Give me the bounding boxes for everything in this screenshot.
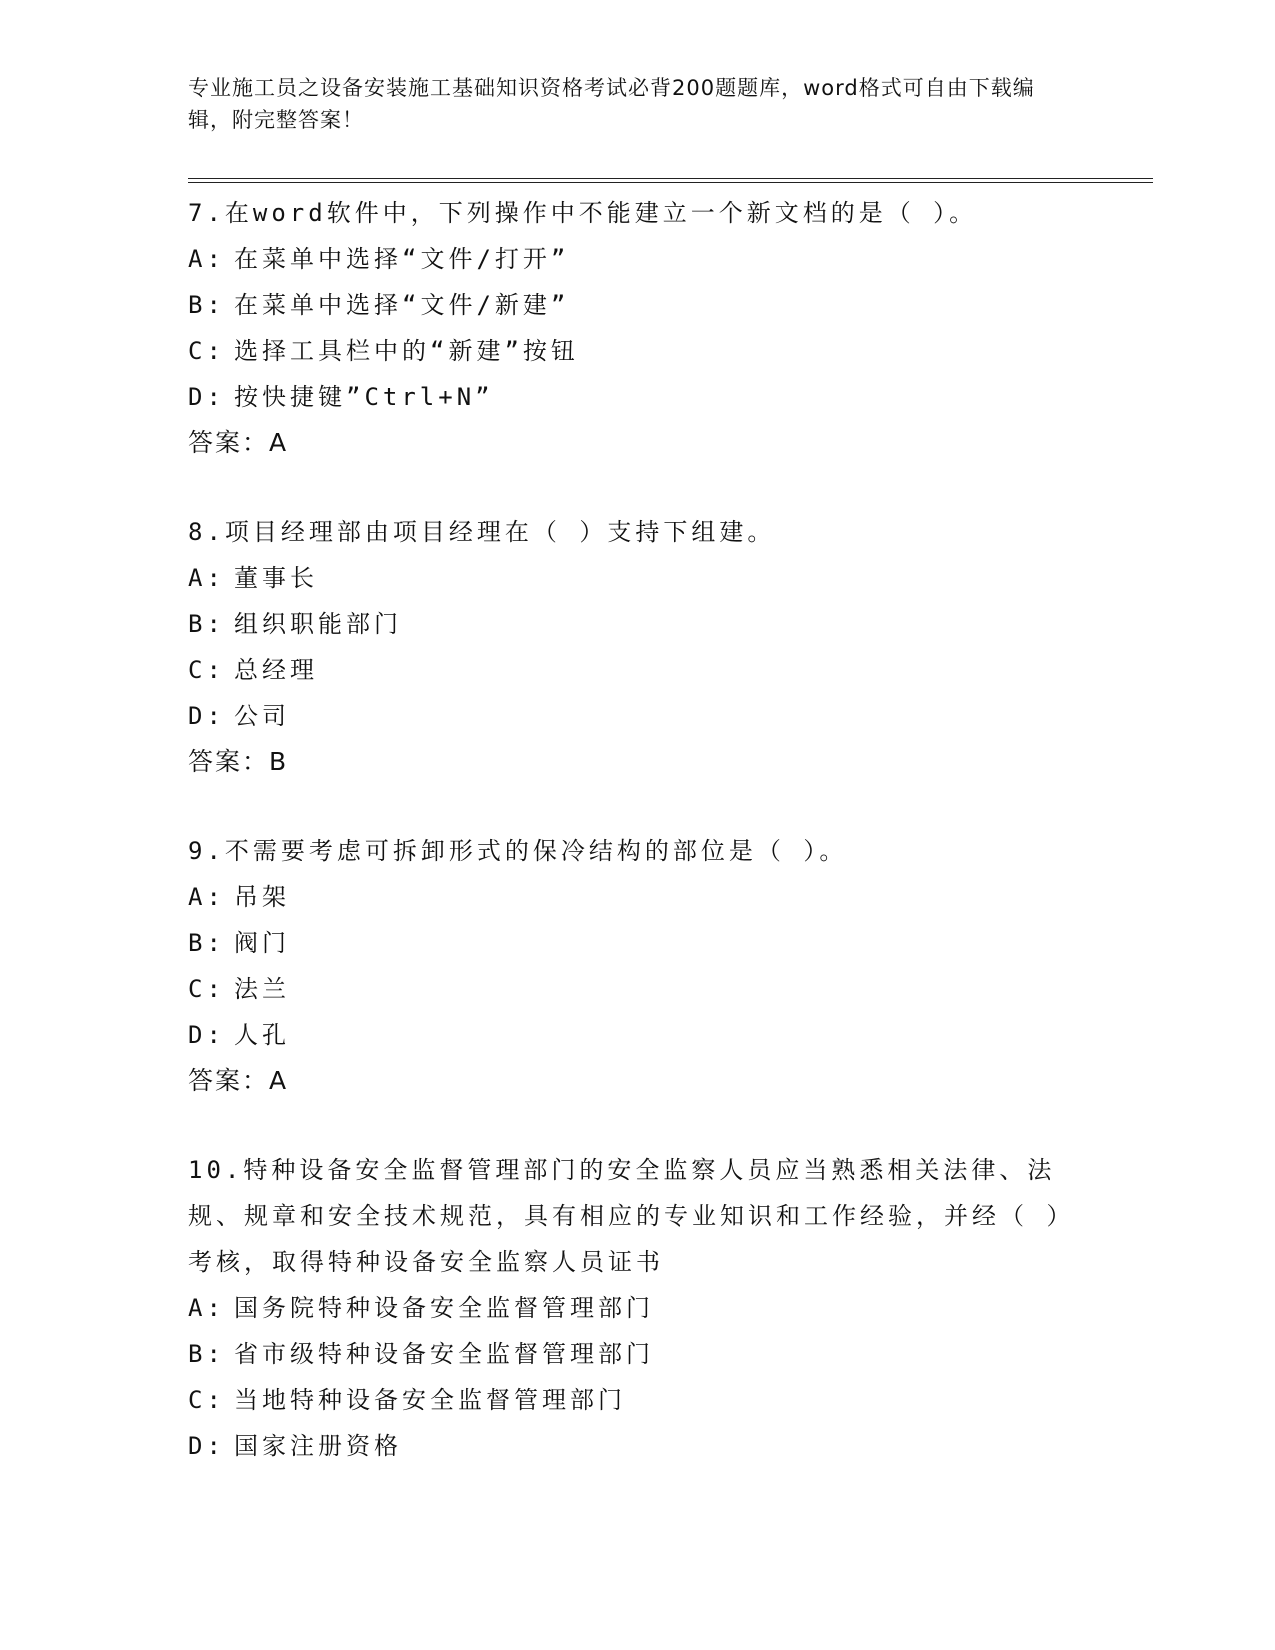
option-c xyxy=(188,328,1088,374)
option-key: B: xyxy=(188,610,225,638)
option-key: D: xyxy=(188,383,225,411)
answer: 答案：A xyxy=(188,428,289,457)
option-text: 国家注册资格 xyxy=(234,1432,402,1460)
option-key: B: xyxy=(188,291,225,319)
option-key: C: xyxy=(188,656,225,684)
question-text: 9.不需要考虑可拆卸形式的保冷结构的部位是（ ）。 xyxy=(188,837,848,865)
question-list xyxy=(188,190,1088,1512)
option-text: 当地特种设备安全监督管理部门 xyxy=(234,1386,626,1414)
option-text: 人孔 xyxy=(234,1021,290,1049)
question-8 xyxy=(188,509,1088,785)
option-c xyxy=(188,647,1088,693)
option-text: 组织职能部门 xyxy=(234,610,402,638)
option-text: 国务院特种设备安全监督管理部门 xyxy=(234,1294,654,1322)
option-a xyxy=(188,874,1088,920)
option-key: A: xyxy=(188,883,225,911)
option-text: 公司 xyxy=(234,702,290,730)
option-a xyxy=(188,555,1088,601)
option-d xyxy=(188,374,1088,420)
option-d xyxy=(188,1012,1088,1058)
option-key: B: xyxy=(188,929,225,957)
option-text: 吊架 xyxy=(234,883,290,911)
question-10 xyxy=(188,1147,1088,1469)
option-key: B: xyxy=(188,1340,225,1368)
answer: 答案：A xyxy=(188,1066,289,1095)
option-text: 在菜单中选择“文件/打开” xyxy=(234,245,570,273)
option-key: C: xyxy=(188,975,225,1003)
option-text: 省市级特种设备安全监督管理部门 xyxy=(234,1340,654,1368)
option-b xyxy=(188,282,1088,328)
option-b xyxy=(188,1331,1088,1377)
option-key: D: xyxy=(188,1021,225,1049)
option-text: 选择工具栏中的“新建”按钮 xyxy=(234,337,579,365)
option-c xyxy=(188,1377,1088,1423)
option-text: 阀门 xyxy=(234,929,290,957)
option-key: C: xyxy=(188,337,225,365)
option-text: 法兰 xyxy=(234,975,290,1003)
question-9 xyxy=(188,828,1088,1104)
question-text: 8.项目经理部由项目经理在（ ）支持下组建。 xyxy=(188,518,776,546)
header-rule-bottom xyxy=(188,182,1153,183)
option-key: D: xyxy=(188,702,225,730)
question-7 xyxy=(188,190,1088,466)
option-b xyxy=(188,920,1088,966)
document-header xyxy=(188,72,1068,136)
option-c xyxy=(188,966,1088,1012)
answer: 答案：B xyxy=(188,747,289,776)
option-key: D: xyxy=(188,1432,225,1460)
option-key: A: xyxy=(188,1294,225,1322)
option-text: 董事长 xyxy=(234,564,318,592)
question-text: 10.特种设备安全监督管理部门的安全监察人员应当熟悉相关法律、法规、规章和安全技术规范，具有相应的专业知识和工作经验，并经（ ）考核，取得特种设备安全监察人员证书 xyxy=(188,1156,1075,1276)
option-text: 在菜单中选择“文件/新建” xyxy=(234,291,570,319)
option-d xyxy=(188,1423,1088,1469)
header-rule-top xyxy=(188,178,1153,179)
option-d xyxy=(188,693,1088,739)
question-text: 7.在word软件中，下列操作中不能建立一个新文档的是（ ）。 xyxy=(188,199,978,227)
option-text: 总经理 xyxy=(234,656,318,684)
header-title: 专业施工员之设备安装施工基础知识资格考试必背200题题库，word格式可自由下载编辑，附完整答案！ xyxy=(188,76,1035,132)
option-a xyxy=(188,1285,1088,1331)
option-key: A: xyxy=(188,564,225,592)
option-key: A: xyxy=(188,245,225,273)
option-text: 按快捷键”Ctrl+N” xyxy=(234,383,494,411)
option-b xyxy=(188,601,1088,647)
option-a xyxy=(188,236,1088,282)
option-key: C: xyxy=(188,1386,225,1414)
